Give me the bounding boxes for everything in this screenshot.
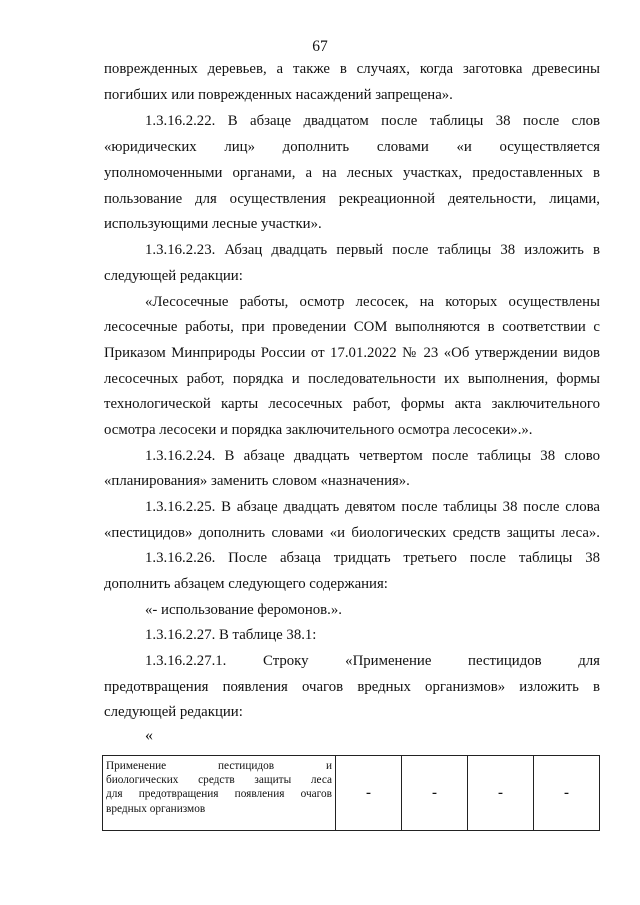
text-line: 1.3.16.2.26. После абзаца тридцать третьего после таблицы 38: [145, 550, 600, 566]
text-line: погибших или поврежденных насаждений запрещена».: [104, 87, 453, 103]
table-row: [103, 756, 600, 831]
text-line: следующей редакции:: [104, 704, 243, 720]
text-line: «- использование феромонов.».: [145, 602, 342, 618]
text-line: «юридических лиц» дополнить словами «и осуществляется: [104, 139, 600, 155]
text-line: 1.3.16.2.22. В абзаце двадцатом после таблицы 38 после слов: [145, 113, 600, 129]
text-line: лесосечные работы, при проведении СОМ выполняются в соответствии с: [104, 319, 600, 335]
text-line: поврежденных деревьев, а также в случаях, когда заготовка древесины: [104, 61, 600, 77]
text-line: 1.3.16.2.27. В таблице 38.1:: [145, 627, 317, 643]
text-line: технологической карты лесосечных работ, формы акта заключительного: [104, 396, 600, 412]
text-line: 1.3.16.2.23. Абзац двадцать первый после таблицы 38 изложить в: [145, 242, 600, 258]
row-description-line: Применение пестицидов и: [106, 760, 332, 772]
table-cell: -: [336, 756, 402, 831]
row-description-line: для предотвращения появления очагов: [106, 788, 332, 801]
text-line: предотвращения появления очагов вредных организмов» изложить в: [104, 679, 600, 695]
text-line: 1.3.16.2.27.1. Строку «Применение пестицидов для: [145, 653, 600, 669]
table-cell: -: [468, 756, 534, 831]
table-cell: -: [402, 756, 468, 831]
text-line: «пестицидов» дополнить словами «и биологических средств защиты леса».: [104, 525, 600, 541]
text-line: 1.3.16.2.25. В абзаце двадцать девятом после таблицы 38 после слова: [145, 499, 600, 515]
row-description-cell: [103, 756, 336, 831]
text-line: следующей редакции:: [104, 268, 243, 284]
text-line: осмотра лесосеки и порядка заключительного осмотра лесосеки».».: [104, 422, 533, 438]
text-line: лесосечных работ, порядка и последовательности их выполнения, формы: [104, 371, 600, 387]
opening-quote-mark: «: [145, 727, 153, 744]
table-cell: -: [534, 756, 600, 831]
text-line: пользование для осуществления рекреационной деятельности, лицами,: [104, 191, 600, 207]
text-line: Приказом Минприроды России от 17.01.2022 № 23 «Об утверждении видов: [104, 345, 600, 361]
text-line: 1.3.16.2.24. В абзаце двадцать четвертом после таблицы 38 слово: [145, 448, 600, 464]
text-line: использующими лесные участки».: [104, 216, 322, 232]
table-38-1-row: [102, 755, 600, 831]
row-description-line: биологических средств защиты леса: [106, 774, 332, 787]
text-line: дополнить абзацем следующего содержания:: [104, 576, 388, 592]
text-line: «планирования» заменить словом «назначения».: [104, 473, 410, 489]
text-line: «Лесосечные работы, осмотр лесосек, на которых осуществлены: [145, 294, 600, 310]
page-number: 67: [312, 38, 328, 55]
text-line: уполномоченными органами, а на лесных участках, предоставленных в: [104, 165, 600, 181]
row-description-line: вредных организмов: [106, 802, 206, 815]
